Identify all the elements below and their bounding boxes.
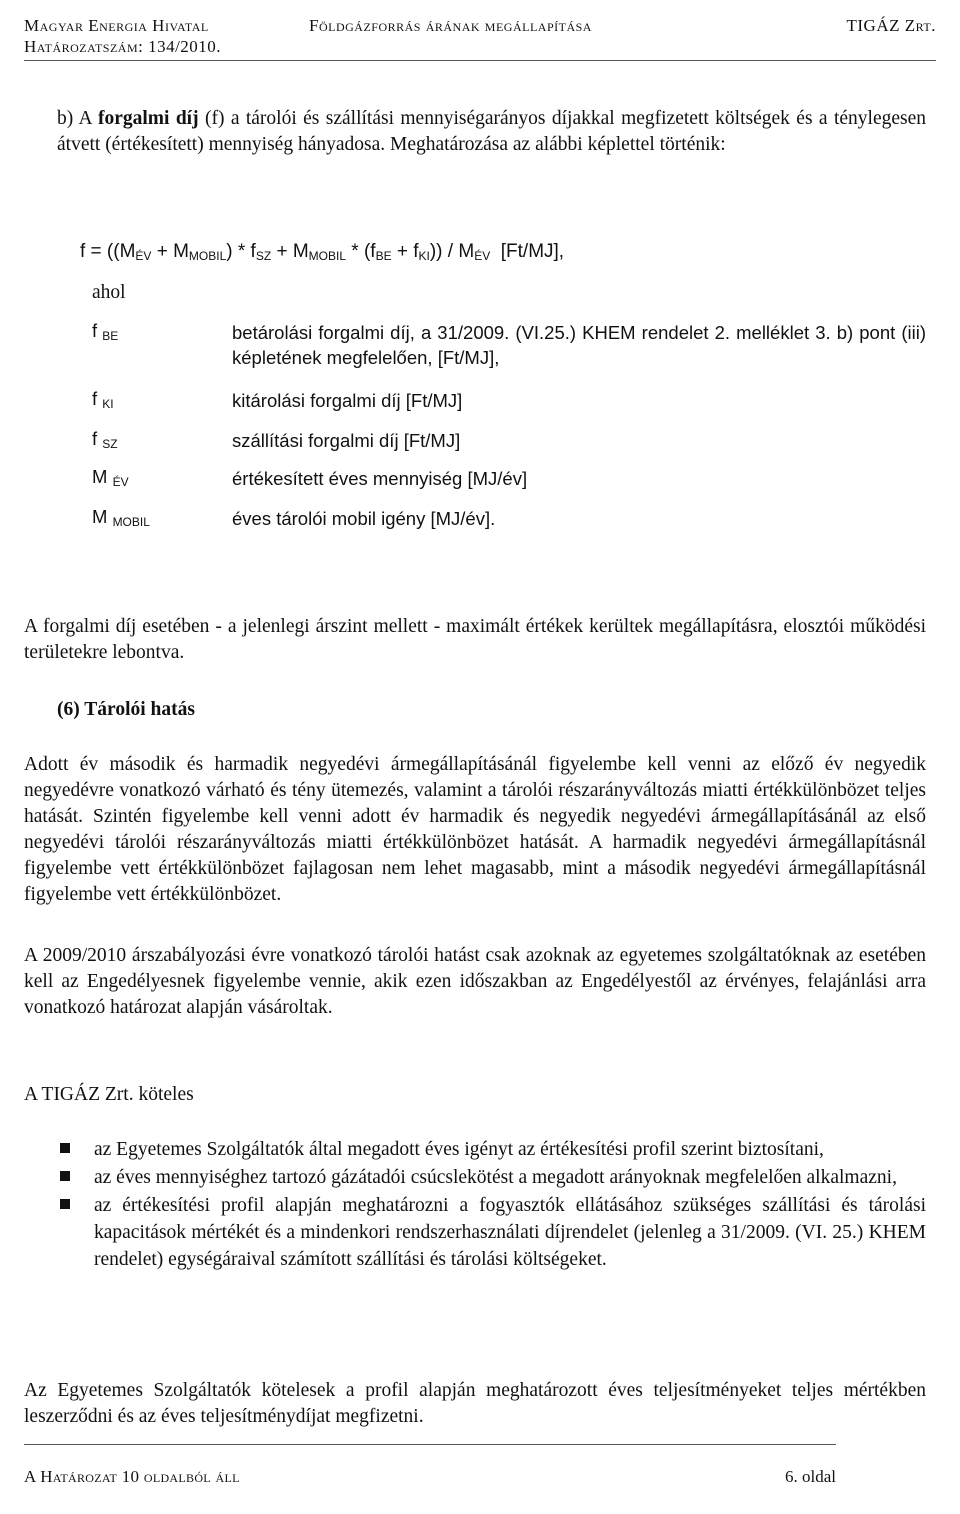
formula-sub: SZ	[255, 249, 272, 263]
variable-base: f	[92, 428, 103, 449]
variable-definition: szállítási forgalmi díj [Ft/MJ]	[232, 430, 461, 451]
section-6-title: (6) Tárolói hatás	[57, 699, 195, 720]
section-b-term: forgalmi díj	[97, 108, 199, 129]
variable-sub: KI	[102, 397, 114, 411]
section-b-paragraph	[57, 106, 926, 158]
list-item	[60, 1164, 926, 1191]
where-label: ahol	[92, 282, 126, 303]
variable-symbol	[92, 506, 212, 529]
bullet-square-icon	[60, 1199, 70, 1209]
formula-part: [Ft/MJ],	[490, 241, 565, 262]
section-6-paragraph: Adott év második és harmadik negyedévi ármegállapításánál figyelembe kell venni az előző év negyedik negyedévre vonatkozó várható és tény ütemezés, valamint a tárolói részarányváltozás miatti értékkülönbözet teljes hatását. Szintén figyelembe kell venni adott év harmadik és negyedik negyedévi ármegállapításánál az első negyedévi tárolói részarányváltozás miatti értékkülönbözet hatását. A harmadik negyedévi ármegállapításnál figyelembe vett értékkülönbözet fajlagosan nem lehet magasabb, mint a második negyedévi ármegállapításnál figyelembe vett értékkülönbözet.	[24, 754, 926, 905]
list-item	[60, 1136, 926, 1163]
formula-sub: MOBIL	[308, 249, 346, 263]
formula-part: f = ((M	[80, 241, 136, 262]
variable-definition: betárolási forgalmi díj, a 31/2009. (VI.25.) KHEM rendelet 2. melléklet 3. b) pont (iii) képletének megfelelően, [Ft/MJ],	[232, 322, 926, 368]
section-6-paragraph-2009: A 2009/2010 árszabályozási évre vonatkozó tárolói hatást csak azoknak az egyetemes szolgáltatóknak az esetében kell az Engedélyesnek figyelembe vennie, akik ezen időszakban az Engedélyestől az érvényes, felajánlási arra vonatkozó határozat alapján vásároltak.	[24, 945, 926, 1018]
footer-page-count: A Határozat 10 oldalból áll	[24, 1467, 240, 1486]
formula-part: * (f	[346, 241, 376, 262]
formula-sub: ÉV	[135, 249, 152, 263]
max-values-paragraph: A forgalmi díj esetében - a jelenlegi árszint mellett - maximált értékek kerültek megállapításra, elosztói működési területekre lebontva.	[24, 616, 926, 663]
variable-sub: MOBIL	[112, 515, 150, 529]
list-item-text: az értékesítési profil alapján meghatározni a fogyasztók ellátásához szükséges szállítási és tárolási kapacitások mértékét és a mindenkori rendszerhasználati díjrendelet (jelenleg a 31/2009. (VI. 25.) KHEM rendelet) egységáraival számított szállítási és tárolási költségeket.	[94, 1195, 926, 1270]
formula-sub: MOBIL	[188, 249, 227, 263]
formula-part: )) / M	[429, 241, 475, 262]
variable-definition: kitárolási forgalmi díj [Ft/MJ]	[232, 390, 463, 411]
formula-part: + f	[391, 241, 419, 262]
obligations-intro: A TIGÁZ Zrt. köteles	[24, 1084, 194, 1105]
final-paragraph: Az Egyetemes Szolgáltatók kötelesek a profil alapján meghatározott éves teljesítményeket teljes mértékben leszerződni és az éves teljesítménydíjat megfizetni.	[24, 1380, 926, 1427]
variable-symbol	[92, 466, 212, 489]
list-item	[60, 1192, 926, 1273]
bullet-square-icon	[60, 1143, 70, 1153]
section-b-prefix: b) A	[57, 108, 98, 129]
variable-sub: BE	[102, 329, 119, 343]
variable-symbol	[92, 320, 212, 343]
section-b-text: (f) a tárolói és szállítási mennyiségarányos díjakkal megfizetett költségek és a ténylegesen átvett (értékesített) mennyiség hányadosa. Meghatározása az alábbi képlettel történik:	[57, 108, 926, 155]
variable-base: f	[92, 388, 103, 409]
list-item-text: az Egyetemes Szolgáltatók által megadott éves igényt az értékesítési profil szerint biztosítani,	[94, 1139, 824, 1160]
variable-sub: SZ	[102, 437, 118, 451]
variable-symbol	[92, 428, 212, 451]
header-subject: Földgázforrás árának megállapítása	[309, 16, 592, 35]
variable-sub: ÉV	[112, 475, 129, 489]
header-decision-number: Határozatszám: 134/2010.	[24, 37, 222, 56]
variable-base: M	[92, 466, 113, 487]
page-header	[24, 14, 936, 61]
fee-formula	[80, 241, 564, 263]
bullet-square-icon	[60, 1171, 70, 1181]
page-footer	[24, 1444, 836, 1485]
formula-sub: ÉV	[474, 249, 491, 263]
obligations-list	[60, 1136, 926, 1274]
list-item-text: az éves mennyiséghez tartozó gázátadói csúcslekötést a megadott arányoknak megfelelően alkalmazni,	[94, 1167, 897, 1188]
variable-definition: éves tárolói mobil igény [MJ/év].	[232, 508, 496, 529]
formula-sub: BE	[375, 249, 392, 263]
variable-base: M	[92, 506, 113, 527]
formula-part: + M	[151, 241, 189, 262]
variable-definition: értékesített éves mennyiség [MJ/év]	[232, 468, 528, 489]
formula-part: ) * f	[226, 241, 256, 262]
footer-page-number: 6. oldal	[785, 1467, 836, 1486]
header-authority: Magyar Energia Hivatal	[24, 16, 209, 35]
header-company: TIGÁZ Zrt.	[846, 16, 936, 35]
formula-part: + M	[271, 241, 309, 262]
formula-sub: KI	[418, 249, 430, 263]
variable-symbol	[92, 388, 212, 411]
variable-base: f	[92, 320, 103, 341]
